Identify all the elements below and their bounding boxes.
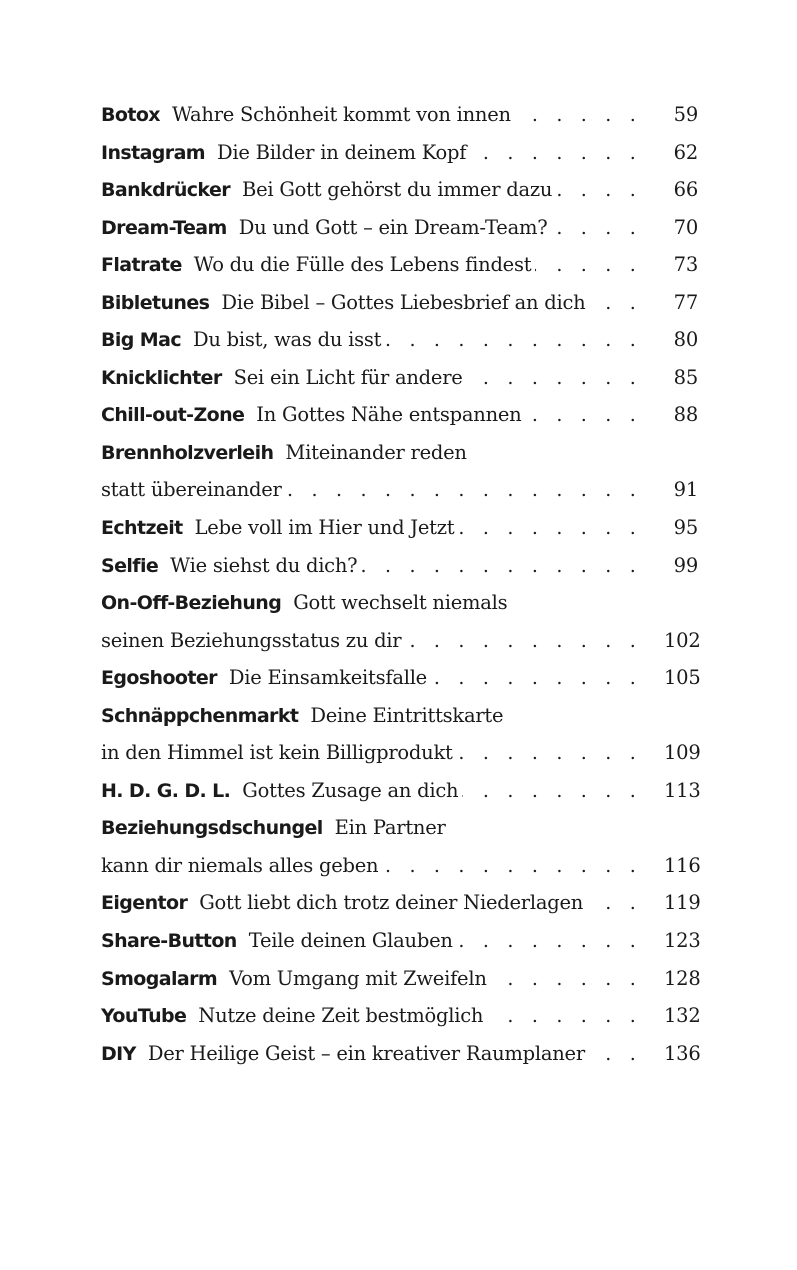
toc-entry-subtitle: Der Heilige Geist – ein kreativer Raumplaner (147, 1041, 585, 1065)
toc-entry-subtitle: Miteinander reden (285, 440, 467, 464)
toc-entry-keyword: On-Off-Beziehung (101, 592, 282, 615)
dot-leader (382, 848, 642, 886)
toc-entry-keyword: Bankdrücker (101, 179, 231, 202)
toc-entry-subtitle-continuation: statt übereinander (101, 478, 282, 502)
toc-entry-page-number: 136 (664, 1041, 701, 1065)
toc-entry-keyword: YouTube (101, 1005, 187, 1028)
toc-entry (101, 321, 698, 359)
toc-entry-subtitle-continuation: seinen Beziehungsstatus zu dir (101, 628, 402, 652)
dot-leader (535, 247, 642, 285)
dot-leader (526, 397, 643, 435)
toc-entry (101, 509, 698, 547)
toc-entry-subtitle: Nutze deine Zeit bestmöglich (198, 1004, 484, 1028)
toc-entry-continuation-line (101, 471, 698, 509)
toc-entry-subtitle: Wo du die Fülle des Lebens findest (193, 253, 532, 277)
toc-entry (101, 547, 698, 585)
toc-entry (101, 922, 701, 960)
toc-entry-continuation-line (101, 734, 701, 772)
toc-entry-page-number: 102 (664, 628, 701, 652)
toc-entry (101, 209, 698, 247)
toc-entry (101, 1035, 701, 1073)
toc-entry-keyword: Instagram (101, 141, 205, 164)
toc-entry (101, 884, 701, 922)
toc-entry-subtitle: Die Bilder in deinem Kopf (217, 140, 467, 164)
dot-leader (431, 660, 642, 698)
toc-entry (101, 284, 698, 322)
toc-entry (101, 96, 698, 134)
dot-leader (405, 623, 642, 661)
toc-entry-continuation-line (101, 622, 701, 660)
dot-leader (457, 735, 642, 773)
toc-entry-subtitle: Die Bibel – Gottes Liebesbrief an dich (221, 290, 586, 314)
toc-entry-keyword: Dream-Team (101, 216, 227, 239)
toc-entry (101, 396, 698, 434)
toc-entry-page-number: 116 (664, 853, 701, 877)
toc-entry-page-number: 62 (673, 140, 698, 164)
toc-entry-keyword: Selfie (101, 554, 159, 577)
toc-entry-page-number: 95 (673, 516, 698, 540)
toc-entry-page-number: 109 (664, 741, 701, 765)
toc-entry-page-number: 59 (673, 103, 698, 126)
dot-leader (587, 885, 642, 923)
toc-entry-page-number: 132 (664, 1004, 701, 1028)
toc-entry-keyword: Botox (101, 104, 160, 126)
toc-entry-subtitle: Lebe voll im Hier und Jetzt (194, 516, 455, 540)
toc-entry-page-number: 77 (673, 290, 698, 314)
toc-entry-continuation-line (101, 847, 701, 885)
toc-entry-subtitle: Gott liebt dich trotz deiner Niederlagen (199, 891, 584, 915)
toc-entry-keyword: Chill-out-Zone (101, 404, 245, 427)
toc-entry-subtitle: Ein Partner (334, 816, 446, 840)
toc-entry-keyword: Eigentor (101, 892, 188, 915)
dot-leader (385, 322, 642, 360)
toc-entry (101, 246, 698, 284)
toc-entry-keyword: H. D. G. D. L. (101, 779, 231, 802)
toc-entry-subtitle: Gott wechselt niemals (293, 591, 508, 615)
toc-entry-subtitle: Teile deinen Glauben (248, 929, 453, 953)
dot-leader (286, 472, 642, 510)
toc-entry (101, 772, 701, 810)
dot-leader (467, 360, 642, 398)
toc-entry (101, 434, 698, 472)
toc-entry (101, 997, 701, 1035)
toc-entry-page-number: 113 (664, 778, 701, 802)
toc-entry (101, 960, 701, 998)
dot-leader (589, 1036, 642, 1074)
toc-entry-keyword: Knicklichter (101, 366, 222, 389)
toc-entry-page-number: 85 (673, 365, 698, 389)
dot-leader (556, 172, 642, 210)
toc-entry-subtitle-continuation: kann dir niemals alles geben (101, 853, 379, 877)
toc-entry-page-number: 80 (673, 328, 698, 352)
toc-entry (101, 809, 698, 847)
toc-entry-page-number: 128 (664, 966, 701, 990)
toc-entry (101, 659, 701, 697)
toc-entry-keyword: Smogalarm (101, 967, 218, 990)
toc-entry-subtitle: Gottes Zusage an dich (242, 778, 459, 802)
dot-leader (487, 998, 642, 1036)
dot-leader (462, 773, 642, 811)
dot-leader (458, 510, 642, 548)
toc-entry-page-number: 105 (664, 666, 701, 690)
toc-entry-subtitle: Wie siehst du dich? (170, 553, 358, 577)
toc-entry-page-number: 123 (664, 929, 701, 953)
toc-entry-subtitle: Vom Umgang mit Zweifeln (229, 966, 487, 990)
table-of-contents (101, 96, 701, 1072)
toc-entry-keyword: Big Mac (101, 329, 182, 352)
toc-entry-subtitle: In Gottes Nähe entspannen (256, 403, 522, 427)
toc-entry-subtitle: Sei ein Licht für andere (233, 365, 463, 389)
toc-entry (101, 584, 698, 622)
toc-entry-keyword: Schnäppchenmarkt (101, 704, 299, 727)
toc-entry-subtitle-continuation: in den Himmel ist kein Billigprodukt (101, 741, 453, 765)
toc-entry-keyword: Share-Button (101, 930, 237, 953)
toc-entry (101, 359, 698, 397)
toc-entry-keyword: Bibletunes (101, 291, 210, 314)
toc-entry-keyword: Beziehungsdschungel (101, 817, 323, 840)
dot-leader (470, 135, 642, 173)
toc-entry-keyword: Brennholzverleih (101, 441, 274, 464)
dot-leader (457, 923, 642, 961)
toc-entry-page-number: 88 (673, 403, 698, 427)
dot-leader (361, 548, 642, 586)
toc-entry-subtitle: Du und Gott – ein Dream-Team? (238, 215, 548, 239)
toc-entry-keyword: DIY (101, 1042, 136, 1065)
toc-entry-page-number: 99 (673, 553, 698, 577)
toc-entry-page-number: 73 (673, 253, 698, 277)
toc-entry-subtitle: Die Einsamkeitsfalle (228, 666, 427, 690)
toc-entry-page-number: 91 (673, 478, 698, 502)
toc-entry-keyword: Flatrate (101, 254, 182, 277)
toc-entry-page-number: 119 (664, 891, 701, 915)
toc-entry (101, 697, 698, 735)
dot-leader (589, 285, 642, 323)
toc-entry (101, 171, 698, 209)
toc-entry-keyword: Echtzeit (101, 517, 183, 540)
toc-entry-keyword: Egoshooter (101, 667, 217, 690)
toc-entry-page-number: 66 (673, 178, 698, 202)
dot-leader (515, 97, 642, 135)
dot-leader (491, 961, 642, 999)
toc-entry-subtitle: Deine Eintrittskarte (310, 703, 504, 727)
dot-leader (551, 210, 642, 248)
toc-entry (101, 134, 698, 172)
toc-entry-subtitle: Wahre Schönheit kommt von innen (171, 103, 511, 126)
toc-entry-subtitle: Bei Gott gehörst du immer dazu (242, 178, 553, 202)
toc-entry-page-number: 70 (673, 215, 698, 239)
toc-entry-subtitle: Du bist, was du isst (193, 328, 382, 352)
